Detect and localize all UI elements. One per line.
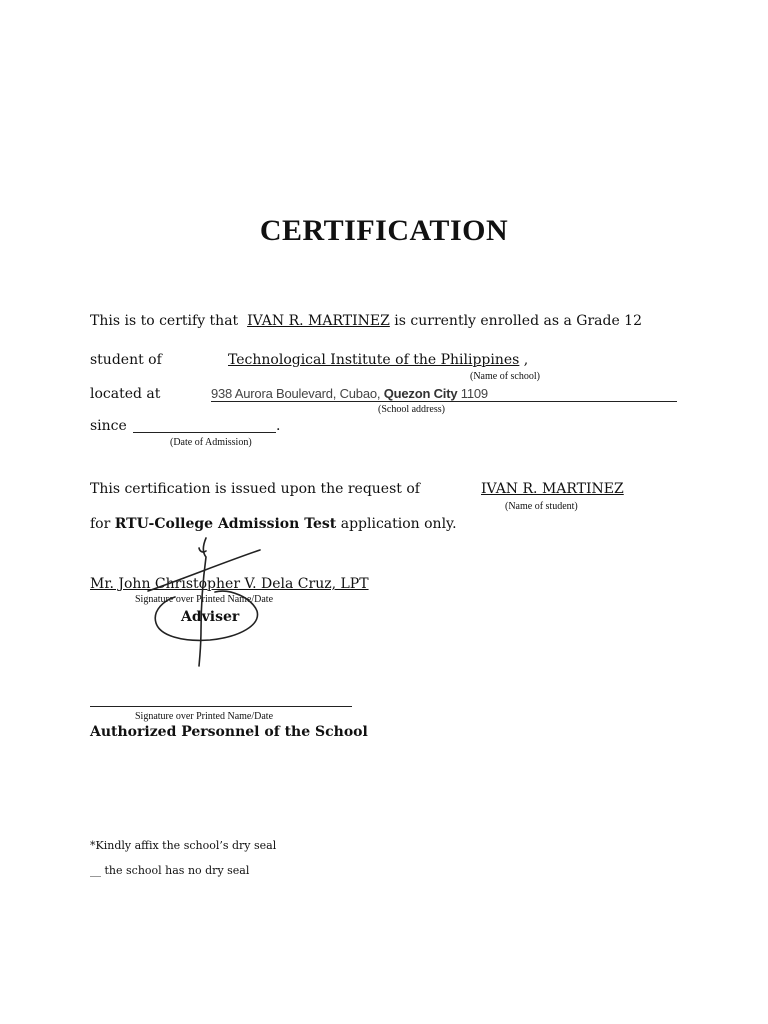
certify-suffix: is currently enrolled as a Grade 12 (394, 313, 642, 329)
school-address-caption: (School address) (378, 404, 445, 415)
adviser-signature-caption: Signature over Printed Name/Date (135, 594, 274, 605)
document-title: CERTIFICATION (259, 214, 509, 247)
certify-prefix: This is to certify that (90, 313, 239, 329)
request-prefix: This certification is issued upon the request of (90, 481, 420, 497)
school-name-caption: (Name of school) (470, 371, 540, 382)
authorized-role: Authorized Personnel of the School (90, 724, 368, 740)
since-period: . (276, 418, 281, 434)
request-student-name: IVAN R. MARTINEZ (481, 481, 624, 497)
authorized-signature-line (90, 706, 352, 707)
school-comma: , (523, 352, 529, 368)
dry-seal-note: *Kindly affix the school’s dry seal (90, 839, 277, 852)
student-name-caption: (Name of student) (505, 501, 578, 512)
address-city: Quezon City (383, 386, 458, 401)
purpose-suffix: application only. (340, 516, 457, 532)
adviser-name: Mr. John Christopher V. Dela Cruz, LPT (90, 576, 369, 592)
admission-date-caption: (Date of Admission) (170, 437, 252, 448)
adviser-role: Adviser (181, 609, 240, 625)
address-zip: 1109 (457, 386, 488, 401)
address-street: 938 Aurora Boulevard, Cubao, (211, 386, 384, 401)
located-at-label: located at (90, 386, 161, 402)
student-name: IVAN R. MARTINEZ (247, 313, 390, 329)
no-dry-seal-note: __ the school has no dry seal (90, 864, 250, 877)
purpose-text: RTU-College Admission Test (114, 516, 337, 532)
school-name: Technological Institute of the Philippines (228, 352, 520, 368)
student-of-label: student of (90, 352, 162, 368)
authorized-signature-caption: Signature over Printed Name/Date (135, 711, 274, 722)
since-label: since (90, 418, 127, 434)
for-label: for (90, 516, 111, 532)
